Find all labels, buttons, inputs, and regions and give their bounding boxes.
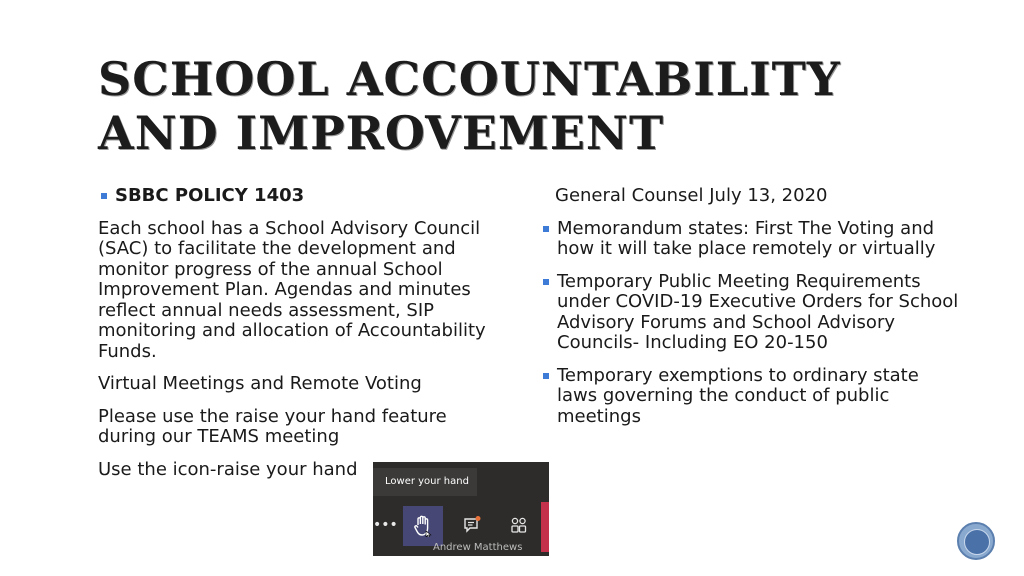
- chat-icon: [463, 515, 483, 535]
- raise-hand-instruction: Please use the raise your hand feature during our TEAMS meeting: [98, 405, 447, 447]
- more-icon: •••: [373, 517, 398, 533]
- policy-heading: SBBC POLICY 1403: [98, 186, 498, 207]
- general-counsel-line: General Counsel July 13, 2020: [555, 185, 828, 206]
- slide-nav-button[interactable]: [957, 522, 995, 560]
- right-column: [540, 186, 960, 439]
- bullet-temporary-requirements: Temporary Public Meeting Requirements under COVID-19 Executive Orders for School Advisory Forums and School Advisory Councils- Including EO 20-150: [540, 272, 960, 354]
- title-line-2: AND IMPROVEMENT: [98, 106, 665, 160]
- raise-hand-icon: [413, 515, 433, 537]
- bullet-temporary-exemptions: Temporary exemptions to ordinary state laws governing the conduct of public meetings: [540, 366, 960, 428]
- lower-hand-tooltip: Lower your hand: [373, 468, 477, 496]
- bullet-memorandum: Memorandum states: First The Voting and how it will take place remotely or virtually: [540, 219, 960, 260]
- slide-title: [98, 52, 841, 160]
- leave-button-edge: [541, 502, 549, 552]
- chat-button[interactable]: [453, 506, 491, 546]
- breakout-rooms-button[interactable]: [499, 506, 537, 546]
- left-column: [98, 186, 498, 492]
- virtual-meetings-line: Virtual Meetings and Remote Voting: [98, 373, 422, 394]
- breakout-rooms-icon: [509, 515, 529, 535]
- teams-toolbar-screenshot: [373, 462, 549, 556]
- title-line-1: SCHOOL ACCOUNTABILITY: [98, 52, 841, 106]
- policy-paragraph: Each school has a School Advisory Council (SAC) to facilitate the development and monitor progress of the annual School Improvement Plan. Agendas and minutes reflect annual needs assessment, SIP monitoring and allocation of Accountability Funds.: [98, 217, 486, 362]
- raise-hand-button[interactable]: [403, 506, 443, 546]
- participant-name: Andrew Matthews: [433, 542, 523, 553]
- raise-hand-icon-instruction: Use the icon-raise your hand: [98, 458, 358, 480]
